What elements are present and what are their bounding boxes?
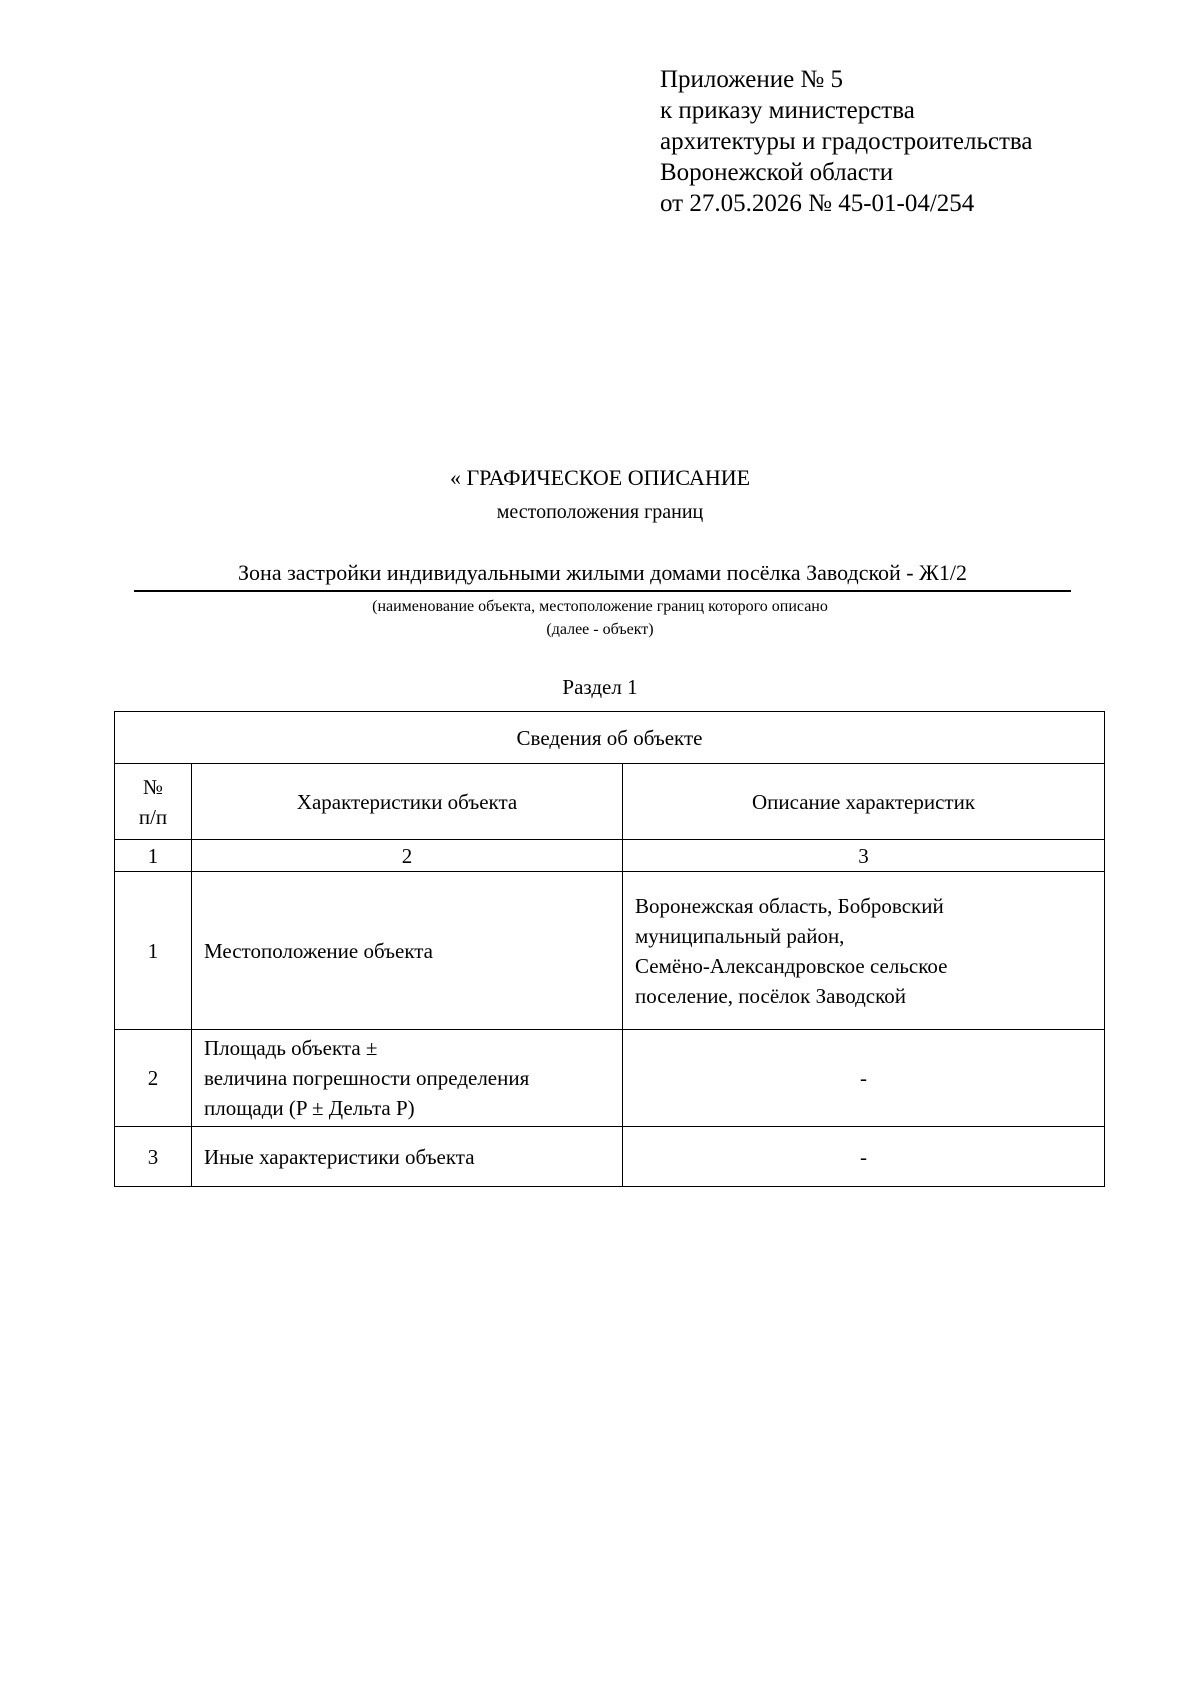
document-subtitle: местоположения границ bbox=[496, 501, 704, 523]
cell-line: величина погрешности определения bbox=[204, 1066, 530, 1090]
column-header-description: Описание характеристик bbox=[623, 764, 1105, 840]
cell-line: Площадь объекта ± bbox=[204, 1036, 378, 1060]
row-number: 2 bbox=[115, 1030, 192, 1127]
column-index: 1 bbox=[115, 840, 192, 872]
table-row bbox=[115, 1030, 1105, 1127]
table-title: Сведения об объекте bbox=[115, 712, 1105, 764]
cell-line: Иные характеристики объекта bbox=[204, 1144, 475, 1169]
section-label: Раздел 1 bbox=[562, 675, 638, 699]
document-title: « ГРАФИЧЕСКОЕ ОПИСАНИЕ bbox=[449, 465, 751, 490]
table-title-row bbox=[115, 712, 1105, 764]
appendix-line: от 27.05.2026 № 45-01-04/254 bbox=[660, 190, 975, 217]
object-name: Зона застройки индивидуальными жилыми домами посёлка Заводской - Ж1/2 bbox=[238, 560, 967, 585]
appendix-line: архитектуры и градостроительства bbox=[660, 128, 1033, 155]
column-header-number-line: № bbox=[142, 774, 164, 799]
object-name-underline bbox=[134, 590, 1071, 592]
column-index: 3 bbox=[623, 840, 1105, 872]
cell-line: муниципальный район, bbox=[635, 923, 845, 948]
row-description bbox=[623, 872, 1105, 1030]
row-number: 3 bbox=[115, 1127, 192, 1187]
row-number: 1 bbox=[115, 872, 192, 1030]
appendix-line: к приказу министерства bbox=[660, 97, 915, 124]
object-caption: (наименование объекта, местоположение границ которого описано bbox=[372, 598, 828, 615]
table-header-row bbox=[115, 764, 1105, 840]
column-index: 2 bbox=[192, 840, 623, 872]
table-row bbox=[115, 872, 1105, 1030]
column-header-characteristic: Характеристики объекта bbox=[192, 764, 623, 840]
cell-line: - bbox=[860, 1144, 867, 1169]
appendix-line: Приложение № 5 bbox=[660, 66, 844, 93]
appendix-block bbox=[660, 64, 1032, 219]
object-info-table bbox=[114, 711, 1105, 1187]
cell-line: Семёно-Александровское сельское bbox=[635, 953, 948, 978]
cell-line: поселение, посёлок Заводской bbox=[635, 983, 906, 1008]
table-index-row bbox=[115, 840, 1105, 872]
cell-line: Воронежская область, Бобровский bbox=[635, 893, 944, 918]
row-description bbox=[623, 1030, 1105, 1127]
cell-line: Местоположение объекта bbox=[204, 938, 434, 963]
row-characteristic bbox=[192, 1127, 623, 1187]
object-caption: (далее - объект) bbox=[546, 621, 654, 638]
table-row bbox=[115, 1127, 1105, 1187]
row-description bbox=[623, 1127, 1105, 1187]
column-header-number bbox=[115, 764, 192, 840]
row-characteristic bbox=[192, 1030, 623, 1127]
cell-line: площади (P ± Дельта P) bbox=[204, 1096, 415, 1120]
appendix-line: Воронежской области bbox=[660, 159, 894, 186]
cell-line: - bbox=[860, 1066, 867, 1090]
row-characteristic bbox=[192, 872, 623, 1030]
column-header-number-line: п/п bbox=[138, 804, 168, 829]
